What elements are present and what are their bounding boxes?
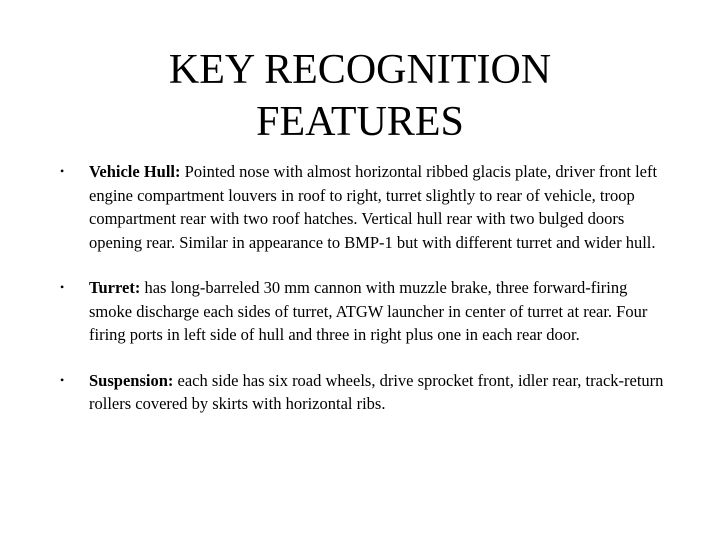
bullet-vehicle-hull (54, 160, 664, 254)
bullet-marker: • (60, 164, 65, 178)
bullet-text: each side has six road wheels, drive sprocket front, idler rear, track-return rollers covered by skirts with horizontal ribs. (89, 370, 664, 413)
slide-title (0, 44, 720, 148)
bullet-text: has long-barreled 30 mm cannon with muzzle brake, three forward-firing smoke discharge each sides of turret, ATGW launcher in center of turret at rear. Four firing ports in left side of hull and three in right plus one in each rear door. (89, 278, 648, 344)
bullet-marker: • (60, 372, 65, 387)
bullet-suspension (54, 369, 664, 416)
bullet-heading: Vehicle Hull: (89, 162, 181, 181)
bullet-heading: Turret: (89, 278, 141, 297)
bullet-list (54, 160, 664, 416)
bullet-turret (54, 276, 664, 347)
bullet-heading: Suspension: (89, 370, 174, 390)
bullet-text: Pointed nose with almost horizontal ribbed glacis plate, driver front left engine compartment louvers in roof to right, turret slightly to rear of vehicle, troop compartment rear with two roof hatches. Vertical hull rear with two bulged doors opening rear. Similar in appearance to BMP-1 but with different turret and wider hull. (89, 162, 658, 252)
slide-title-line-1: KEY RECOGNITION (168, 47, 552, 93)
slide-title-line-2: FEATURES (256, 99, 464, 145)
bullet-marker: • (60, 280, 65, 294)
